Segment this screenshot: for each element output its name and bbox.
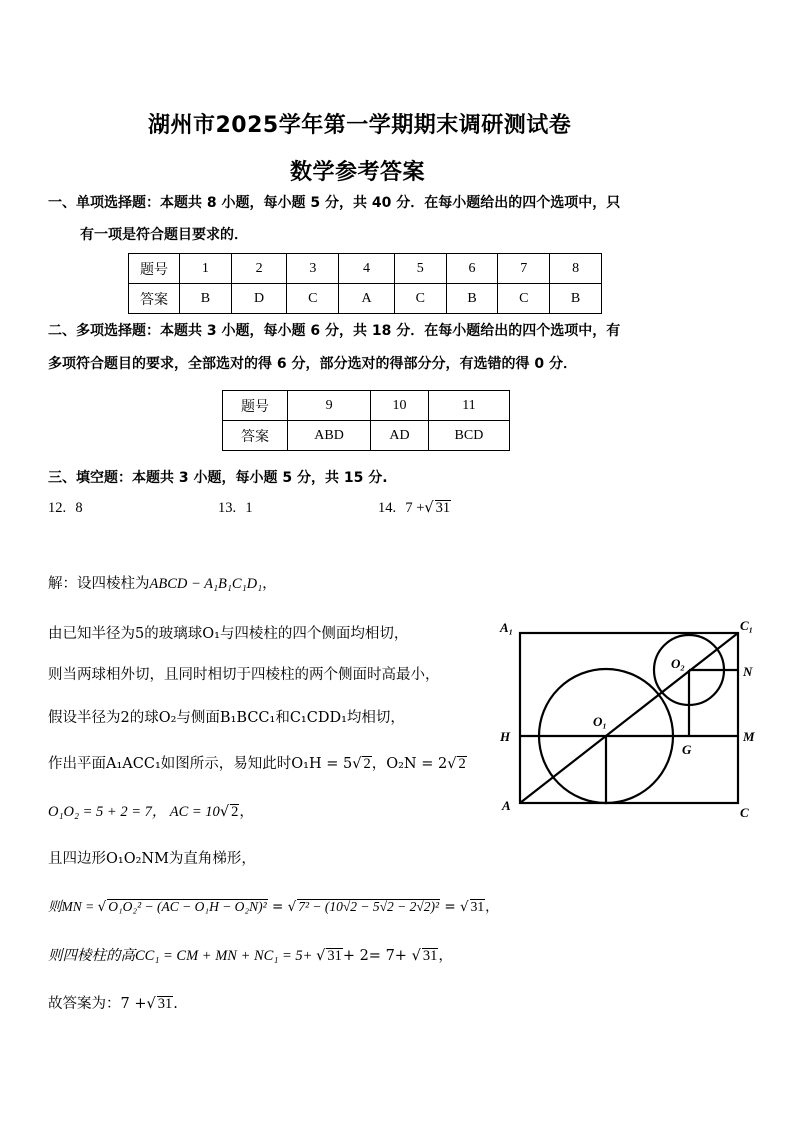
solution-line-4: 假设半径为2的球O₂与侧面B₁BCC₁和C₁CDD₁均相切， — [48, 710, 405, 726]
table-cell: 9 — [288, 391, 371, 421]
table-cell: 7 — [498, 254, 550, 284]
solution-text: 解：设四棱柱为 — [48, 576, 150, 592]
table-cell: B — [550, 284, 602, 314]
section1-heading-cont: 有一项是符合题目要求的． — [80, 227, 248, 243]
solution-line-9: 则四棱柱的高CC₁ = CM + MN + NC₁ = 5+ √ 31+ 2= 7+ √ 31， — [48, 948, 453, 964]
table-header-answer: 答案 — [223, 421, 288, 451]
solution-line-5: 作出平面A₁ACC₁如图所示，易知此时O₁H = 5√ 2，O₂N = 2√ 2 — [48, 756, 466, 772]
answer-13 — [218, 500, 253, 517]
solution-text: 故答案为：7 + — [48, 996, 147, 1012]
radicand: 31 — [327, 948, 342, 964]
section2-heading-cont: 多项符合题目的要求，全部选对的得 6 分，部分选对的得部分分，有选错的得 0 分． — [48, 356, 577, 372]
table-cell: 2 — [231, 254, 287, 284]
answer-value: 8 — [75, 500, 83, 516]
table-cell: A — [339, 284, 395, 314]
table-cell: C — [394, 284, 446, 314]
table-header-question: 题号 — [223, 391, 288, 421]
table-cell: B — [180, 284, 232, 314]
answer-number: 12. — [48, 500, 67, 516]
table-cell: D — [231, 284, 287, 314]
solution-line-7: 且四边形O₁O₂NM为直角梯形， — [48, 851, 256, 867]
answer-14: 14. 7 +√ 31 — [378, 500, 451, 516]
radicand: 31 — [470, 899, 485, 914]
solution-text: 作出平面A₁ACC₁如图所示，易知此时O₁H = 5 — [48, 756, 353, 772]
table-cell: 1 — [180, 254, 232, 284]
solution-line-1 — [48, 572, 277, 593]
label-C: C — [740, 805, 749, 820]
section3-heading: 三、填空题：本题共 3 小题，每小题 5 分，共 15 分. — [48, 470, 388, 486]
solution-line-3: 则当两球相外切，且同时相切于四棱柱的两个侧面时高最小， — [48, 667, 440, 683]
geometry-figure — [490, 610, 770, 825]
label-G: G — [682, 742, 692, 757]
solution-text: ， — [485, 899, 499, 915]
table-cell: ABD — [288, 421, 371, 451]
label-A: A — [502, 798, 511, 813]
answer-value: 7 + — [405, 500, 425, 516]
table-cell: B — [446, 284, 498, 314]
solution-line-6: O₁O₂ = 5 + 2 = 7， AC = 10√ 2， — [48, 804, 254, 820]
table-cell: C — [287, 284, 339, 314]
solution-line-2: 由已知半径为5的玻璃球O₁与四棱柱的四个侧面均相切， — [48, 626, 409, 642]
label-C1: C₁ — [740, 618, 754, 633]
solution-line-8: 则MN = √ O₁O₂² − (AC − O₁H − O₂N)² = √ 7² − (10√2 − 5√2 − 2√2)² = √ 31， — [48, 899, 499, 915]
section2-answer-table — [222, 390, 510, 451]
document-subtitle: 数学参考答案 — [290, 160, 426, 185]
table-cell: 3 — [287, 254, 339, 284]
math-expression: ABCD − A₁B₁C₁D₁ — [149, 576, 263, 592]
radicand: 2 — [458, 756, 466, 772]
table-row — [129, 254, 602, 284]
diagonal-AC1 — [520, 633, 738, 803]
label-M: M — [743, 729, 755, 744]
table-cell: 8 — [550, 254, 602, 284]
label-O2: O₂ — [671, 656, 685, 671]
table-header-answer: 答案 — [129, 284, 180, 314]
solution-text: ， — [239, 804, 254, 820]
document-title: 湖州市2025学年第一学期期末调研测试卷 — [148, 113, 572, 138]
table-row — [223, 391, 510, 421]
table-row — [223, 421, 510, 451]
table-cell: 5 — [394, 254, 446, 284]
label-N: N — [743, 664, 753, 679]
table-cell: 11 — [428, 391, 509, 421]
radicand: 31 — [435, 500, 451, 516]
radicand: 2 — [363, 756, 371, 772]
answer-value: 1 — [245, 500, 253, 516]
answer-number: 14. — [378, 500, 397, 516]
table-row — [129, 284, 602, 314]
radicand: 31 — [157, 996, 173, 1012]
table-cell: BCD — [428, 421, 509, 451]
solution-line-10: 故答案为：7 +√ 31. — [48, 996, 178, 1012]
answer-12 — [48, 500, 83, 517]
math-expression: O₁O₂ = 5 + 2 = 7， AC = 10 — [48, 804, 220, 820]
solution-text: + 2= 7+ — [342, 948, 412, 964]
table-header-question: 题号 — [129, 254, 180, 284]
math-expression: 则四棱柱的高CC₁ = CM + MN + NC₁ = 5+ — [48, 948, 317, 964]
table-cell: 4 — [339, 254, 395, 284]
section2-heading: 二、多项选择题：本题共 3 小题，每小题 6 分，共 18 分．在每小题给出的四个选项中，有 — [48, 323, 621, 339]
solution-text: ， — [262, 576, 277, 592]
radicand: 7² − (10√2 − 5√2 − 2√2)² — [298, 899, 440, 914]
solution-text: = — [440, 899, 461, 915]
solution-text: ， — [438, 948, 453, 964]
solution-text: . — [173, 996, 178, 1012]
section1-heading: 一、单项选择题：本题共 8 小题，每小题 5 分，共 40 分．在每小题给出的四个选项中，只 — [48, 195, 621, 211]
answer-number: 13. — [218, 500, 237, 516]
solution-text: ，O₂N = 2 — [371, 756, 448, 772]
math-expression: 则MN = — [48, 899, 98, 914]
section1-answer-table — [128, 253, 602, 314]
table-cell: C — [498, 284, 550, 314]
radicand: O₁O₂² − (AC − O₁H − O₂N)² — [108, 899, 267, 914]
table-cell: AD — [371, 421, 429, 451]
radicand: 31 — [422, 948, 438, 964]
radicand: 2 — [231, 804, 239, 820]
label-O1: O₁ — [593, 714, 607, 729]
label-A1: A₁ — [500, 620, 514, 635]
table-cell: 6 — [446, 254, 498, 284]
label-H: H — [500, 729, 511, 744]
table-cell: 10 — [371, 391, 429, 421]
solution-text: = — [267, 899, 288, 915]
